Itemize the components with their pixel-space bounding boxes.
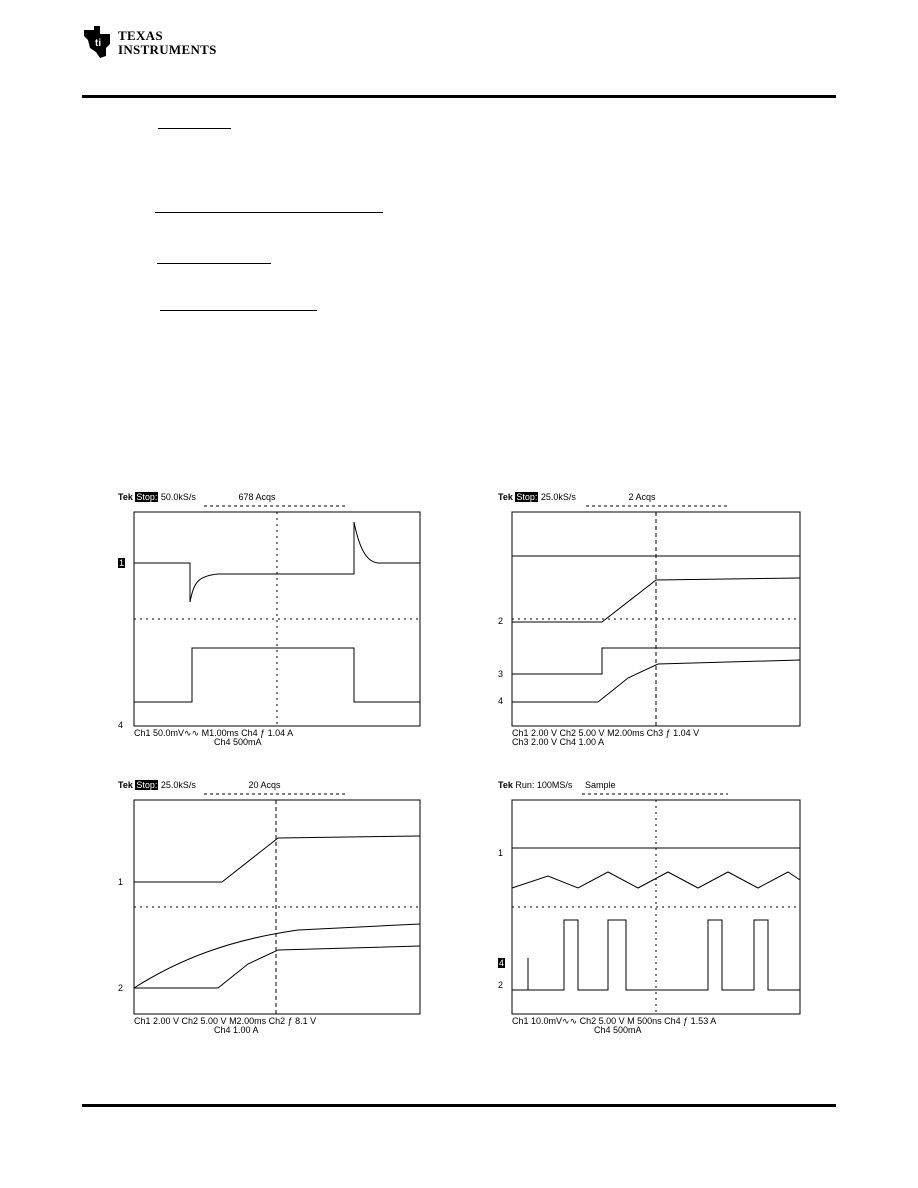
link-underline-3[interactable] [157,263,271,264]
scope-footer-line2: Ch4 1.00 A [214,1025,259,1035]
logo-wordmark [118,29,217,57]
logo-line2: INSTRUMENTS [118,42,217,57]
scope-footer-line1: Ch1 10.0mV∿∿ Ch2 5.00 V M 500ns Ch4 ƒ 1.53 A [512,1016,717,1026]
ti-logo [80,24,230,64]
sample-rate: 50.0kS/s [160,492,196,502]
scope-footer-line2: Ch4 500mA [214,737,262,747]
sample-rate: 25.0kS/s [160,780,196,790]
acq-count: 678 Acqs [238,492,276,502]
scope-capture-4 [498,780,828,1035]
waveform-plot [498,492,828,747]
scope-footer-line1: Ch1 50.0mV∿∿ M1.00ms Ch4 ƒ 1.04 A [134,728,294,738]
link-underline-2[interactable] [155,212,383,213]
acq-state: Run: [515,780,535,790]
acq-state: Stop: [136,780,158,790]
svg-text:ti: ti [95,38,102,49]
channel-marker-1: 1 [119,558,125,568]
scope-footer-line2: Ch4 500mA [594,1025,642,1035]
tek-label: Tek [118,780,133,790]
ti-logo-icon [80,24,116,60]
channel-marker-1: 1 [118,877,124,887]
acq-count: Sample [584,780,616,790]
acq-count: 20 Acqs [248,780,281,790]
logo-line1: TEXAS [118,28,163,43]
channel-marker-4: 4 [498,696,504,706]
scope-footer-line1: Ch1 2.00 V Ch2 5.00 V M2.00ms Ch3 ƒ 1.04 V [512,728,700,738]
link-underline-1[interactable] [158,128,231,129]
scope-capture-2 [498,492,828,747]
link-underline-4[interactable] [160,310,317,311]
acq-state: Stop: [516,492,538,502]
scope-footer-line2: Ch3 2.00 V Ch4 1.00 A [512,737,605,747]
channel-marker-4: 4 [118,720,124,730]
sample-rate: 25.0kS/s [540,492,576,502]
waveform-plot [498,780,828,1035]
tek-label: Tek [498,492,513,502]
tek-label: Tek [498,780,513,790]
footer-rule [82,1104,836,1107]
waveform-plot [118,780,448,1035]
scope-footer-line1: Ch1 2.00 V Ch2 5.00 V M2.00ms Ch2 ƒ 8.1 V [134,1016,317,1026]
header-rule [82,95,836,98]
sample-rate: 100MS/s [536,780,573,790]
waveform-plot [118,492,448,747]
channel-marker-3: 3 [498,669,504,679]
channel-marker-2: 2 [118,983,124,993]
scope-capture-1 [118,492,448,747]
tek-label: Tek [118,492,133,502]
channel-marker-2: 2 [498,616,504,626]
channel-marker-4: 4 [499,958,505,968]
acq-count: 2 Acqs [628,492,656,502]
acq-state: Stop: [136,492,158,502]
channel-marker-2: 2 [498,980,504,990]
channel-marker-1: 1 [498,848,504,858]
scope-capture-3 [118,780,448,1035]
